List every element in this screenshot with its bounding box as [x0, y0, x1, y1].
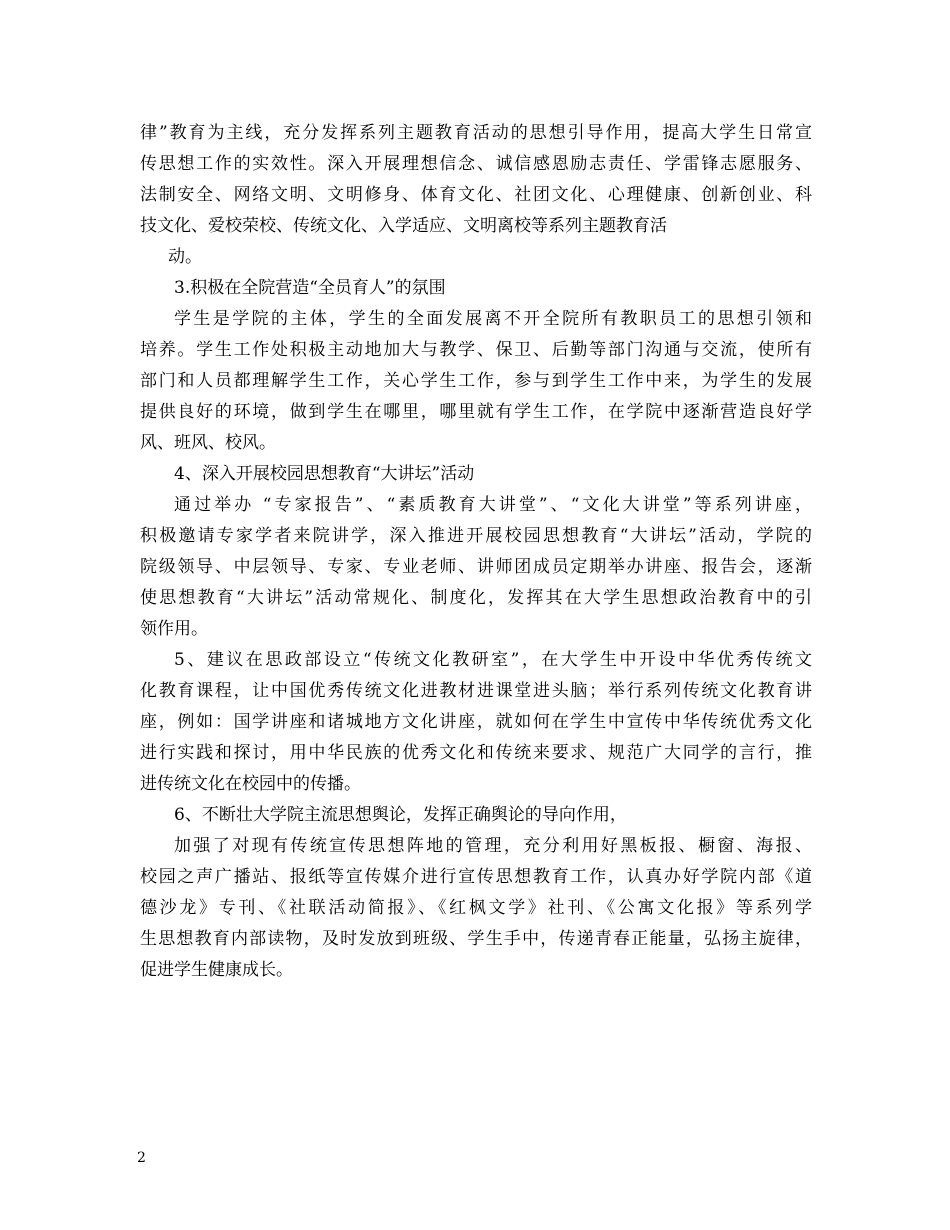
- text-line: 德沙龙》专刊、《社联活动简报》、《红枫文学》社刊、《公寓文化报》等系列学: [140, 898, 812, 918]
- page-number: 2: [137, 1150, 146, 1166]
- text-line: 加强了对现有传统宣传思想阵地的管理，充分利用好黑板报、橱窗、海报、: [174, 836, 812, 856]
- text-line: 6、不断壮大学院主流思想舆论，发挥正确舆论的导向作用，: [174, 805, 627, 825]
- text-line: 领作用。: [140, 619, 208, 639]
- text-line: 学生是学院的主体，学生的全面发展离不开全院所有教职员工的思想引领和: [174, 309, 812, 329]
- text-line: 风、班风、校风。: [140, 433, 276, 453]
- text-line: 化教育课程，让中国优秀传统文化进教材进课堂进头脑；举行系列传统文化教育讲: [140, 681, 812, 701]
- text-line: 3.积极在全院营造“全员育人”的氛围: [174, 278, 446, 298]
- text-line: 提供良好的环境，做到学生在哪里，哪里就有学生工作，在学院中逐渐营造良好学: [140, 402, 812, 422]
- text-line: 生思想教育内部读物，及时发放到班级、学生手中，传递青春正能量，弘扬主旋律，: [140, 929, 812, 949]
- text-line: 积极邀请专家学者来院讲学，深入推进开展校园思想教育“大讲坛”活动，学院的: [140, 526, 812, 546]
- text-line: 4、深入开展校园思想教育“大讲坛”活动: [174, 464, 475, 484]
- text-line: 进行实践和探讨，用中华民族的优秀文化和传统来要求、规范广大同学的言行，推: [140, 743, 812, 763]
- text-line: 法制安全、网络文明、文明修身、体育文化、社团文化、心理健康、创新创业、科: [140, 185, 812, 205]
- text-line: 5、建议在思政部设立“传统文化教研室”，在大学生中开设中华优秀传统文: [174, 650, 812, 670]
- text-line: 培养。学生工作处积极主动地加大与教学、保卫、后勤等部门沟通与交流，使所有: [140, 340, 812, 360]
- text-line: 通过举办 “专家报告”、“素质教育大讲堂”、“文化大讲堂”等系列讲座，: [174, 495, 812, 515]
- text-line: 座，例如：国学讲座和诸城地方文化讲座，就如何在学生中宣传中华传统优秀文化: [140, 712, 812, 732]
- text-line: 传思想工作的实效性。深入开展理想信念、诚信感恩励志责任、学雷锋志愿服务、: [140, 154, 812, 174]
- text-line: 校园之声广播站、报纸等宣传媒介进行宣传思想教育工作，认真办好学院内部《道: [140, 867, 812, 887]
- text-line: 进传统文化在校园中的传播。: [140, 774, 361, 794]
- text-line: 院级领导、中层领导、专家、专业老师、讲师团成员定期举办讲座、报告会，逐渐: [140, 557, 812, 577]
- text-line: 技文化、爱校荣校、传统文化、入学适应、文明离校等系列主题教育活: [140, 216, 667, 236]
- body-text: [140, 118, 812, 986]
- text-line: 部门和人员都理解学生工作，关心学生工作，参与到学生工作中来，为学生的发展: [140, 371, 812, 391]
- text-line: 动。: [168, 247, 202, 267]
- text-line: 使思想教育“大讲坛”活动常规化、制度化，发挥其在大学生思想政治教育中的引: [140, 588, 812, 608]
- text-line: 促进学生健康成长。: [140, 960, 293, 980]
- text-line: 律”教育为主线，充分发挥系列主题教育活动的思想引导作用，提高大学生日常宣: [140, 123, 812, 143]
